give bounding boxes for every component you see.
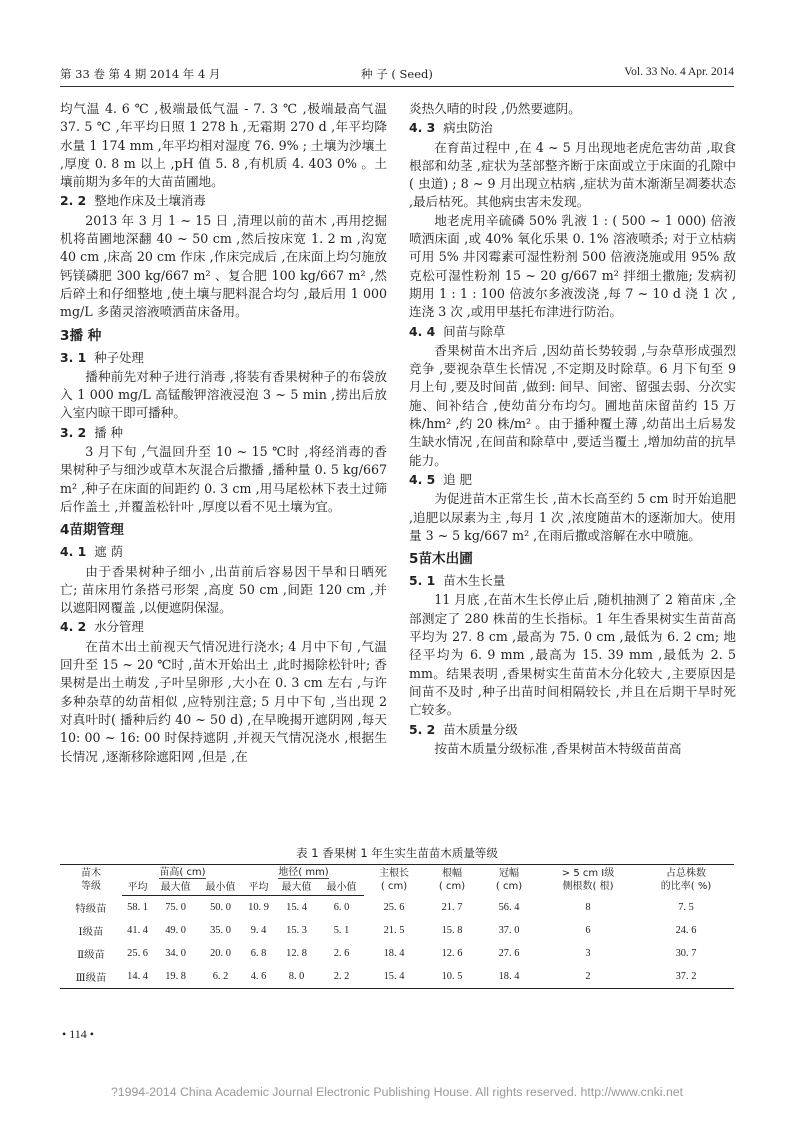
heading-number: 5. 1 — [409, 573, 436, 589]
table-cell-h-max: 75. 0 — [165, 902, 186, 913]
table-cell-grade: Ⅰ级苗 — [78, 927, 104, 938]
paragraph: 地老虎用辛硫磷 50% 乳液 1 : ( 500 ~ 1 000) 倍液喷洒床面 ,或 40% 氧化乐果 0. 1% 溶液喷杀; 对于立枯病可用 5% 井冈霉素可湿性粉剂 500 倍液浇施或用 95% 敌克松可湿性粉剂 15 ~ 20 g/667 m² 拌细土撒施; 发病初期用 1 : 1 : 100 倍波尔多液泼浇 ,每 7 ~ 10 d 浇 1 次 ,连浇 3 次 ,或用甲基托布津进行防治。 — [409, 212, 736, 320]
heading-number: 3. 2 — [60, 424, 87, 440]
heading-text: 追 肥 — [443, 471, 472, 487]
heading-text: 种子处理 — [94, 349, 144, 365]
table-cell-d-max: 15. 4 — [286, 902, 307, 913]
header-journal-name: 种 子 ( Seed) — [361, 67, 433, 81]
heading-text: 整地作床及土壤消毒 — [94, 193, 206, 209]
col-header-grade: 苗木 等级 — [60, 865, 122, 896]
paragraph: 按苗木质量分级标准 ,香果树苗木特级苗苗高 — [434, 740, 682, 756]
paragraph: 在育苗过程中 ,在 4 ~ 5 月出现地老虎危害幼苗 ,取食根部和幼茎 ,症状为茎部整齐断于床面或立于床面的孔隙中( 虫道) ; 8 ~ 9 月出现立枯病 ,症状为苗木渐渐呈凋萎状态 ,最后枯死。其他病虫害未发现。 — [409, 139, 736, 210]
table-cell-d-max: 12. 8 — [286, 948, 307, 959]
section-heading — [60, 326, 387, 346]
table-cell-h-min: 6. 2 — [198, 965, 243, 989]
heading-number: 4. 3 — [409, 120, 436, 136]
subsection-heading — [409, 721, 736, 739]
heading-text: 苗木质量分级 — [443, 721, 518, 737]
paragraph: 3 月下旬 ,气温回升至 10 ~ 15 ℃时 ,将经消毒的香果树种子与细沙或草木灰混合后撒播 ,播种量 0. 5 kg/667 m² ,种子在床面的间距约 0. 3 cm ,用马尾松林下表土过筛后作盖土 ,并覆盖松针叶 ,厚度以看不见土壤为宜。 — [60, 444, 387, 514]
col-header-ratio: 占总株数 的比率( %) — [638, 865, 734, 896]
table-cell-h-min: 35. 0 — [210, 925, 231, 936]
sub-header-min: 最小值 — [198, 880, 243, 896]
paragraph: 均气温 4. 6 ℃ ,极端最低气温 - 7. 3 ℃ ,极端最高气温 37. 5 ℃ ,年平均日照 1 278 h ,无霜期 270 d ,年平均降水量 1 174 mm ,年平均相对湿度 76. 9% ; 土壤为沙壤土 ,厚度 0. 8 m 以上 ,pH 值 5. 8 ,有机质 4. 403 0% 。土壤前期为多年的大苗苗圃地。 — [60, 101, 387, 190]
col-header-lateral-roots: > 5 cm Ⅰ级 侧根数( 根) — [538, 865, 638, 896]
table-cell-lat: 2 — [538, 965, 638, 989]
table-row — [60, 896, 734, 920]
subsection-heading — [60, 543, 387, 561]
heading-text: 病虫防治 — [443, 120, 493, 136]
table-cell-root: 15. 4 — [364, 965, 424, 989]
table-row — [60, 942, 734, 965]
quality-grade-table — [60, 864, 734, 989]
table-cell-h-min: 20. 0 — [210, 948, 231, 959]
heading-text: 水分管理 — [94, 619, 144, 635]
subsection-heading — [60, 192, 387, 210]
table-cell-d-min: 5. 1 — [333, 925, 350, 936]
heading-number: 4. 5 — [409, 471, 436, 487]
heading-number: 2. 2 — [60, 193, 87, 209]
heading-text: 苗木生长量 — [443, 573, 506, 589]
page-number: • 114 • — [62, 1027, 94, 1041]
table-cell-rw: 12. 6 — [441, 948, 463, 959]
table-body — [60, 896, 734, 989]
paragraph: 由于香果树种子细小 ,出苗前后容易因干旱和日晒死亡; 苗床用竹条搭弓形架 ,高度 50 cm ,间距 120 cm ,并以遮阳网覆盖 ,以便遮阴保湿。 — [60, 563, 387, 616]
table-cell-d-min: 2. 2 — [319, 965, 364, 989]
table-cell-ratio: 24. 6 — [675, 925, 697, 936]
table-caption: 表 1 香果树 1 年生实生苗苗木质量等级 — [296, 846, 498, 860]
table-cell-rw: 10. 5 — [424, 965, 480, 989]
header-volume-info: Vol. 33 No. 4 Apr. 2014 — [624, 66, 734, 78]
sub-header-max: 最大值 — [274, 880, 319, 896]
heading-text: 苗木出圃 — [418, 551, 473, 568]
table-cell-root: 25. 6 — [383, 901, 405, 913]
heading-number: 4. 1 — [60, 544, 87, 560]
heading-text: 播 种 — [69, 327, 102, 344]
table-cell-lat: 3 — [585, 948, 591, 959]
heading-text: 遮 荫 — [94, 544, 123, 560]
paragraph: 播种前先对种子进行消毒 ,将装有香果树种子的布袋放入 1 000 mg/L 高锰酸钾溶液浸泡 3 ~ 5 min ,捞出后放入室内晾干即可播种。 — [60, 368, 387, 421]
subsection-heading — [60, 349, 387, 367]
col-header-root-width: 根幅 ( cm) — [424, 865, 480, 896]
table-cell-h-avg: 25. 6 — [127, 948, 148, 959]
table-cell-grade: Ⅲ级苗 — [60, 965, 122, 989]
table-cell-rw: 21. 7 — [441, 901, 463, 913]
col-header-diameter: 地径( mm) — [278, 867, 329, 878]
paragraph: 为促进苗木正常生长 ,苗木长高至约 5 cm 时开始追肥 ,追肥以尿素为主 ,每月 1 次 ,浓度随苗木的逐渐加大。使用量 3 ~ 5 kg/667 m² ,在雨后撒或溶解在水中喷施。 — [409, 491, 736, 543]
table-cell-h-max: 19. 8 — [153, 965, 198, 989]
table-cell-h-max: 49. 0 — [165, 925, 186, 936]
subsection-heading — [60, 618, 387, 636]
table-header-row — [60, 865, 734, 881]
heading-text: 间苗与除草 — [443, 323, 506, 339]
left-column — [60, 100, 387, 766]
table-cell-crown: 27. 6 — [498, 948, 520, 959]
table-cell-h-avg: 14. 4 — [122, 965, 153, 989]
table-cell-d-avg: 6. 8 — [250, 948, 267, 959]
table-cell-root: 18. 4 — [383, 948, 405, 959]
table-cell-d-avg: 4. 6 — [243, 965, 274, 989]
header-rule — [60, 86, 734, 87]
subsection-heading — [60, 424, 387, 442]
paragraph: 在苗木出土前视天气情况进行浇水; 4 月中下旬 ,气温回升至 15 ~ 20 ℃时 ,苗木开始出土 ,此时揭除松针叶; 香果树是出土萌发 ,子叶呈卵形 ,大小在 0. 3 cm 左右 ,与许多种杂草的幼苗相似 ,应特别注意; 5 月中下旬 ,当出现 2 对真叶时( 播种后约 40 ~ 50 d) ,在早晚揭开遮阴网 ,每天 10: 00 ~ 16: 00 时保持遮阴 ,并视天气情况浇水 ,根据生长情况 ,逐渐移除遮阳网 ,但是 ,在 — [60, 638, 387, 764]
heading-text: 播 种 — [94, 424, 123, 440]
heading-number: 4 — [60, 522, 70, 539]
table-cell-ratio: 7. 5 — [678, 901, 694, 913]
paragraph: 11 月底 ,在苗木生长停止后 ,随机抽测了 2 箱苗床 ,全部测定了 280 株苗的生长指标。1 年生香果树实生苗苗高平均为 27. 8 cm ,最高为 75. 0 cm ,最低为 6. 2 cm; 地径平均为 6. 9 mm ,最高为 15. 39 mm ,最低为 2. 5 mm。结果表明 ,香果树实生苗苗木分化较大 ,主要原因是间苗不及时 ,种子出苗时间相隔较长 ,并且在后期干旱时死亡较多。 — [409, 592, 736, 718]
table-cell-h-min: 50. 0 — [210, 902, 231, 913]
subsection-heading — [409, 323, 736, 341]
table-cell-grade: 特级苗 — [75, 903, 107, 915]
running-header — [60, 66, 734, 84]
table-cell-h-avg: 58. 1 — [127, 902, 148, 913]
table-cell-d-min: 2. 6 — [333, 948, 350, 959]
table-cell-d-avg: 10. 9 — [248, 902, 269, 913]
table-cell-grade: Ⅱ级苗 — [77, 950, 105, 961]
table-cell-d-max: 8. 0 — [274, 965, 319, 989]
sub-header-avg: 平均 — [122, 880, 153, 896]
heading-number: 5. 2 — [409, 721, 436, 737]
col-header-crown: 冠幅 ( cm) — [480, 865, 538, 896]
col-header-height: 苗高( cm) — [159, 867, 206, 878]
table-cell-rw: 15. 8 — [441, 925, 463, 936]
heading-number: 3 — [60, 327, 70, 344]
section-heading — [409, 549, 736, 569]
table-cell-d-min: 6. 0 — [333, 902, 350, 913]
col-header-main-root: 主根长 ( cm) — [364, 865, 424, 896]
header-journal-issue: 第 33 卷 第 4 期 2014 年 4 月 — [60, 67, 221, 81]
subsection-heading — [409, 572, 736, 590]
table-cell-d-max: 15. 3 — [286, 925, 307, 936]
table-cell-lat: 8 — [585, 901, 591, 913]
table-cell-h-avg: 41. 4 — [127, 925, 148, 936]
table-cell-crown: 37. 0 — [498, 925, 520, 936]
heading-number: 5 — [409, 551, 419, 568]
heading-number: 4. 4 — [409, 323, 436, 339]
table-row — [60, 965, 734, 989]
table-cell-crown: 18. 4 — [480, 965, 538, 989]
table-row — [60, 919, 734, 942]
paragraph: 2013 年 3 月 1 ~ 15 日 ,清理以前的苗木 ,再用挖掘机将苗圃地深翻 40 ~ 50 cm ,然后按床宽 1. 2 m ,沟宽 40 cm ,床高 20 cm 作床 ,作床完成后 ,在床面上均匀施放钙镁磷肥 300 kg/667 m² 、复合肥 100 kg/667 m² ,然后碎土和仔细整地 ,使土壤与肥料混合均匀 ,最后用 1 000 mg/L 多菌灵溶液喷洒苗床备用。 — [60, 212, 387, 320]
heading-text: 苗期管理 — [69, 522, 124, 539]
table-cell-root: 21. 5 — [383, 925, 405, 936]
paragraph: 炎热久晴的时段 ,仍然要遮阴。 — [409, 101, 581, 116]
copyright-footer: ?1994-2014 China Academic Journal Electronic Publishing House. All rights reserved. http://www.cnki.net — [110, 1085, 684, 1099]
table-cell-ratio: 37. 2 — [638, 965, 734, 989]
table-cell-lat: 6 — [585, 925, 591, 936]
sub-header-max: 最大值 — [153, 880, 198, 896]
heading-number: 4. 2 — [60, 619, 87, 635]
table-cell-ratio: 30. 7 — [675, 948, 697, 959]
subsection-heading — [409, 119, 736, 137]
sub-header-avg: 平均 — [243, 880, 274, 896]
table-cell-h-max: 34. 0 — [165, 948, 186, 959]
paragraph: 香果树苗木出齐后 ,因幼苗长势较弱 ,与杂草形成强烈竞争 ,要视杂草生长情况 ,不定期及时除草。6 月下旬至 9 月上旬 ,要及时间苗 ,做到: 间早、间密、留强去弱、分次实施、间补结合 ,使幼苗分布均匀。圃地苗床留苗约 15 万株/hm² ,约 20 株/m² 。由于播种覆土薄 ,幼苗出土后易发生缺水情况 ,在间苗和除草中 ,要适当覆土 ,增加幼苗的抗旱能力。 — [409, 342, 736, 468]
table-cell-crown: 56. 4 — [498, 901, 520, 913]
right-column — [409, 100, 736, 758]
subsection-heading — [409, 471, 736, 489]
heading-number: 3. 1 — [60, 349, 87, 365]
table-cell-d-avg: 9. 4 — [250, 925, 267, 936]
sub-header-min: 最小值 — [319, 880, 364, 896]
section-heading — [60, 520, 387, 540]
